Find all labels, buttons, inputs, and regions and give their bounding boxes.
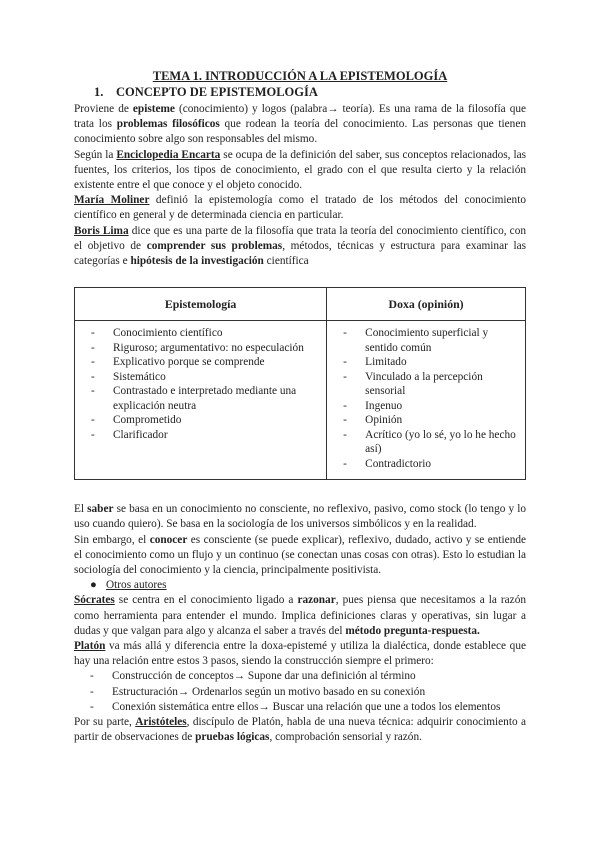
paragraph-etymology: Proviene de episteme (conocimiento) y logos (palabra→ teoría). Es una rama de la filosofía que trata los problemas filosóficos que rodean la teoría del conocimiento. Las personas que tienen conocimiento sobre algo son responsables del mismo. <box>74 103 527 146</box>
paragraph-encarta: Según la Enciclopedia Encarta se ocupa de la definición del saber, sus conceptos relacionados, las fuentes, los criterios, los tipos de conocimiento, el grado con el que resulta cierto y la relación existente entre el que conoce y el objeto conocido. <box>74 148 526 192</box>
term-pruebas: pruebas lógicas <box>195 731 270 744</box>
author-platon: Platón <box>74 640 106 653</box>
cell-doxa <box>327 321 526 480</box>
list-item: - Conexión sistemática entre ellos→ Buscar una relación que une a todos los elementos <box>90 700 526 715</box>
document-title: TEMA 1. INTRODUCCIÓN A LA EPISTEMOLOGÍA <box>152 69 448 83</box>
term-saber: saber <box>87 503 114 516</box>
bullet-label: Otros autores <box>106 579 167 592</box>
list-item: - Opinión <box>343 413 517 428</box>
comparison-table <box>74 287 526 480</box>
section-heading <box>74 84 526 100</box>
list-item: - Conocimiento superficial y sentido común <box>343 326 517 355</box>
header-doxa: Doxa (opinión) <box>327 288 526 321</box>
header-epistemologia: Epistemología <box>75 288 327 321</box>
cell-epistemologia <box>75 321 327 480</box>
term-comprender: comprender sus problemas <box>146 239 283 252</box>
paragraph-platon: Platón va más allá y diferencia entre la doxa-epistemé y utiliza la dialéctica, donde establece que hay una relación entre estos 3 pasos, siendo la construcción siempre el primero: <box>74 640 526 668</box>
paragraph-lima: Boris Lima dice que es una parte de la filosofía que trata la teoría del conocimiento científico, con el objetivo de comprender sus problemas, métodos, técnicas y estructura para examinar las categorías e hipótesis de la investigación científica <box>74 224 527 268</box>
list-item: - Contradictorio <box>343 457 517 472</box>
source-encarta: Enciclopedia Encarta <box>116 148 221 161</box>
list-item: - Comprometido <box>91 413 318 428</box>
author-socrates: Sócrates <box>74 594 115 607</box>
list-item: - Explicativo porque se comprende <box>91 355 318 370</box>
term-hipotesis: hipótesis de la investigación <box>130 255 264 268</box>
author-aristoteles: Aristóteles <box>135 716 187 729</box>
list-item: - Clarificador <box>91 428 318 443</box>
term-episteme: episteme <box>132 103 175 115</box>
bullet-otros-autores <box>74 578 526 593</box>
list-item: - Construcción de conceptos→ Supone dar una definición al término <box>90 669 526 684</box>
list-item: - Riguroso; argumentativo: no especulación <box>91 341 318 356</box>
paragraph-moliner: María Moliner definió la epistemología como el tratado de los métodos del conocimiento científico en general y de determinada ciencia en particular. <box>74 194 526 222</box>
section-label: CONCEPTO DE EPISTEMOLOGÍA <box>116 85 318 99</box>
list-item: - Vinculado a la percepción sensorial <box>343 370 517 399</box>
list-item: - Ingenuo <box>343 399 517 414</box>
author-moliner: María Moliner <box>74 194 150 207</box>
paragraph-aristoteles: Por su parte, Aristóteles, discípulo de Platón, habla de una nueva técnica: adquirir conocimiento a partir de observaciones de pruebas lógicas, comprobación sensorial y razón. <box>74 716 526 744</box>
paragraph-saber: El saber se basa en un conocimiento no consciente, no reflexivo, pasivo, como stock (lo tengo y lo uso cuando quiero). Se basa en la sociología de los universos simbólicos y en la realidad. <box>74 503 526 531</box>
list-item: - Conocimiento científico <box>91 326 318 341</box>
author-lima: Boris Lima <box>74 224 129 237</box>
paragraph-socrates: Sócrates se centra en el conocimiento ligado a razonar, pues piensa que necesitamos a la razón como herramienta para entender el mundo. Implica definiciones claras y operativas, sin lugar a dudas y que valgan para algo y alcanza el saber a través del método pregunta-respuesta. <box>74 594 526 637</box>
section-number: 1. <box>94 85 104 99</box>
term-razonar: razonar <box>297 594 336 607</box>
list-item: - Limitado <box>343 355 517 370</box>
list-item: - Acrítico (yo lo sé, yo lo he hecho así) <box>343 428 517 457</box>
list-item: - Estructuración→ Ordenarlos según un motivo basado en su conexión <box>90 685 526 700</box>
document-page <box>74 68 526 745</box>
term-metodo: método pregunta-respuesta. <box>345 624 480 637</box>
list-item: - Sistemático <box>91 370 318 385</box>
list-doxa <box>343 326 517 471</box>
term-problemas: problemas filosóficos <box>116 118 220 131</box>
list-item: - Contrastado e interpretado mediante una explicación neutra <box>91 384 318 413</box>
bullet-dot-icon: ● <box>90 579 97 592</box>
term-conocer: conocer <box>149 533 188 546</box>
paragraph-conocer: Sin embargo, el conocer es consciente (se puede explicar), reflexivo, dudado, activo y se entiende el conocimiento como un flujo y un continuo (se conectan unas cosas con otras). Esto lo estudian la sociología del conocimiento y la ciencia, principalmente positivista. <box>74 533 527 577</box>
platon-steps-list <box>74 669 526 715</box>
list-epistemologia <box>91 326 318 442</box>
